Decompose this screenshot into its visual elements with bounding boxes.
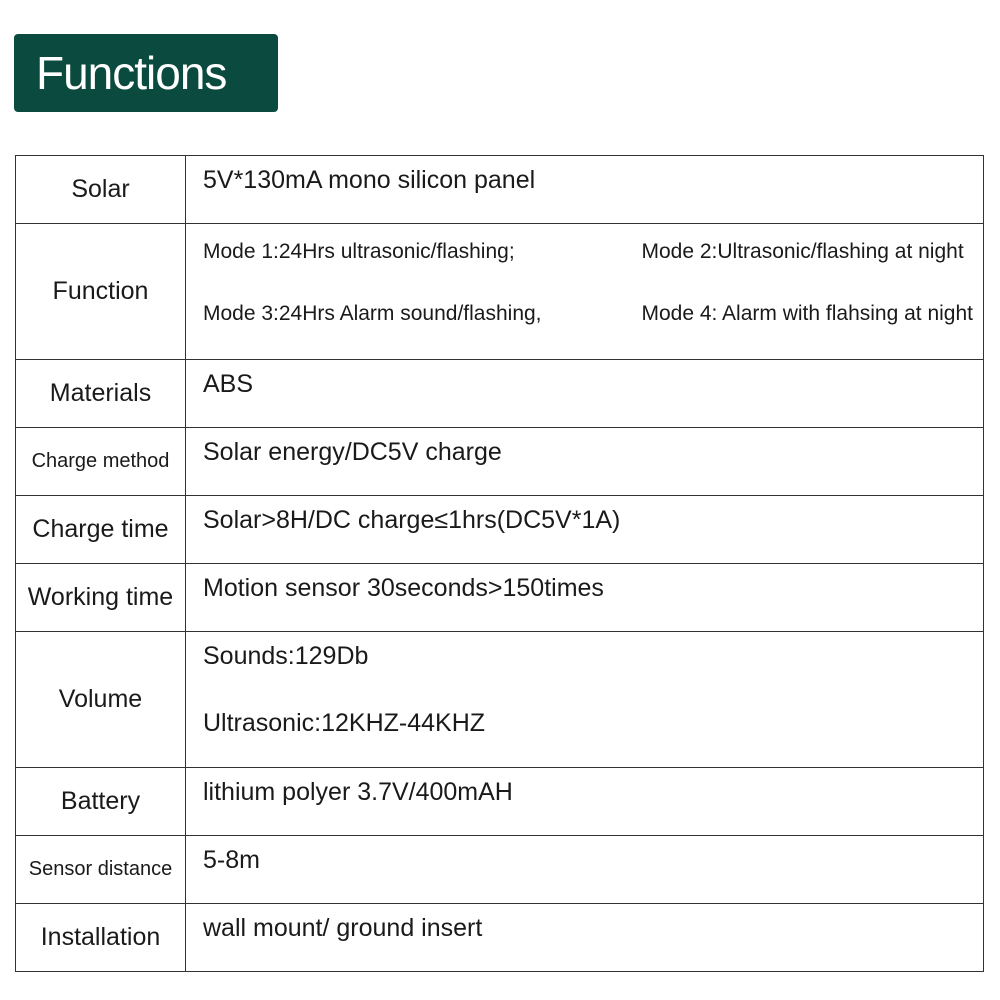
mode-3-text: Mode 3:24Hrs Alarm sound/flashing, <box>203 302 542 325</box>
table-row <box>16 360 984 428</box>
row-value-function <box>186 224 984 360</box>
row-value-installation: wall mount/ ground insert <box>186 904 984 972</box>
row-value-charge-method: Solar energy/DC5V charge <box>186 428 984 496</box>
row-label-battery: Battery <box>16 768 186 836</box>
row-value-battery: lithium polyer 3.7V/400mAH <box>186 768 984 836</box>
spec-table <box>15 155 984 972</box>
table-row <box>16 156 984 224</box>
table-row <box>16 224 984 360</box>
table-row <box>16 632 984 768</box>
volume-sound-text: Sounds:129Db <box>203 642 369 670</box>
row-value-sensor-distance: 5-8m <box>186 836 984 904</box>
table-row <box>16 836 984 904</box>
row-label-working-time: Working time <box>16 564 186 632</box>
table-row <box>16 768 984 836</box>
table-row <box>16 496 984 564</box>
section-title-banner <box>14 34 278 112</box>
table-row <box>16 564 984 632</box>
row-label-installation: Installation <box>16 904 186 972</box>
table-row <box>16 904 984 972</box>
row-label-volume: Volume <box>16 632 186 768</box>
row-value-charge-time: Solar>8H/DC charge≤1hrs(DC5V*1A) <box>186 496 984 564</box>
row-value-working-time: Motion sensor 30seconds>150times <box>186 564 984 632</box>
row-value-volume <box>186 632 984 768</box>
row-label-function: Function <box>16 224 186 360</box>
row-label-charge-method: Charge method <box>16 428 186 496</box>
row-label-solar: Solar <box>16 156 186 224</box>
volume-ultrasonic-text: Ultrasonic:12KHZ-44KHZ <box>203 709 486 737</box>
table-row <box>16 428 984 496</box>
row-label-charge-time: Charge time <box>16 496 186 564</box>
mode-2-text: Mode 2:Ultrasonic/flashing at night <box>641 240 964 263</box>
row-value-solar: 5V*130mA mono silicon panel <box>186 156 984 224</box>
function-modes <box>203 234 983 326</box>
row-label-sensor-distance: Sensor distance <box>16 836 186 904</box>
section-title: Functions <box>36 47 227 99</box>
row-label-materials: Materials <box>16 360 186 428</box>
mode-4-text: Mode 4: Alarm with flahsing at night <box>641 302 973 325</box>
mode-1-text: Mode 1:24Hrs ultrasonic/flashing; <box>203 240 515 263</box>
row-value-materials: ABS <box>186 360 984 428</box>
